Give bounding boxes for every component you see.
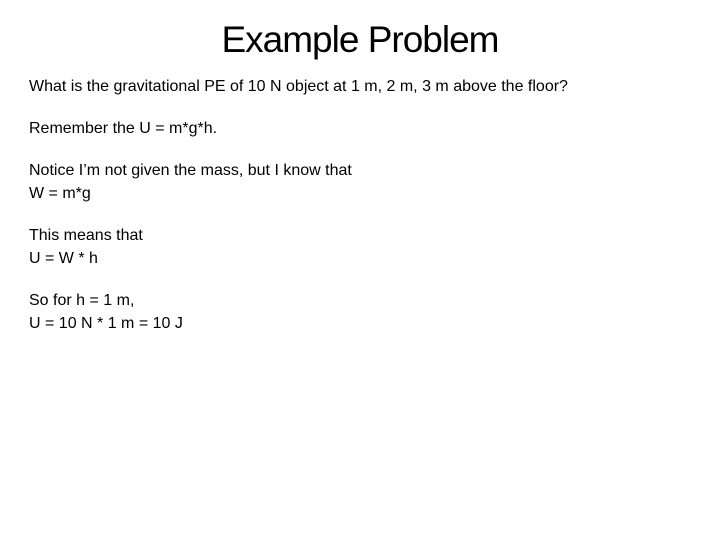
question-line: What is the gravitational PE of 10 N object at 1 m, 2 m, 3 m above the floor? xyxy=(29,78,568,95)
paragraph-gap xyxy=(29,98,699,117)
notice-line: Notice I’m not given the mass, but I know that xyxy=(29,162,352,179)
slide-title: Example Problem xyxy=(221,19,499,60)
weight-formula-line: W = m*g xyxy=(29,185,91,202)
paragraph-gap xyxy=(29,140,699,159)
formula-reminder-line: Remember the U = m*g*h. xyxy=(29,120,218,137)
result-line: U = 10 N * 1 m = 10 J xyxy=(29,315,183,332)
slide-body xyxy=(29,75,699,335)
paragraph-gap xyxy=(29,270,699,289)
condition-line: So for h = 1 m, xyxy=(29,292,135,309)
paragraph-gap xyxy=(29,205,699,224)
means-line: This means that xyxy=(29,227,143,244)
energy-formula-line: U = W * h xyxy=(29,250,98,267)
